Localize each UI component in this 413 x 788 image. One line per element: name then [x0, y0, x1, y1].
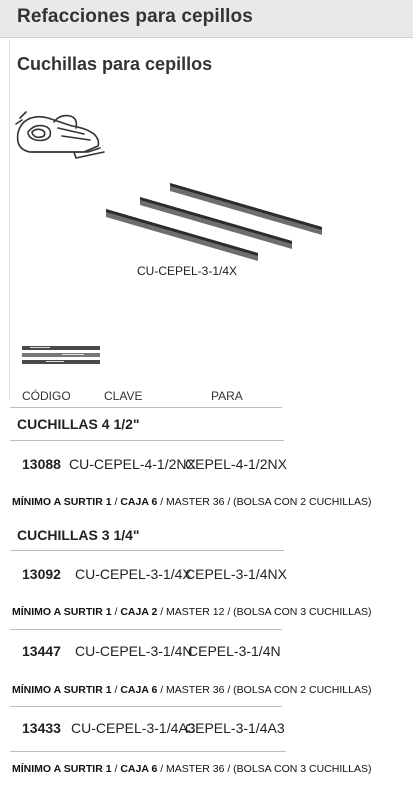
blades-image [100, 177, 330, 262]
note-caja: CAJA 6 [120, 684, 158, 696]
row-codigo: 13433 [22, 720, 61, 736]
table-row [0, 566, 413, 584]
column-header-para: PARA [211, 389, 243, 403]
page-header [0, 0, 413, 38]
left-divider [9, 40, 10, 400]
group-title: CUCHILLAS 4 1/2" [17, 416, 140, 432]
row-codigo: 13092 [22, 566, 61, 582]
row-note: MÍNIMO A SURTIR 1 / CAJA 6 / MASTER 36 / (BOLSA CON 2 CUCHILLAS) [12, 496, 372, 508]
table-row [0, 720, 413, 738]
note-minimo: MÍNIMO A SURTIR 1 [12, 763, 112, 775]
table-row [0, 643, 413, 661]
row-codigo: 13088 [22, 456, 61, 472]
note-rest: / MASTER 36 / (BOLSA CON 2 CUCHILLAS) [160, 496, 372, 508]
row-note: MÍNIMO A SURTIR 1 / CAJA 2 / MASTER 12 / (BOLSA CON 3 CUCHILLAS) [12, 606, 372, 618]
note-minimo: MÍNIMO A SURTIR 1 [12, 684, 112, 696]
row-clave: CU-CEPEL-3-1/4A3 [71, 720, 196, 736]
note-rest: / MASTER 12 / (BOLSA CON 3 CUCHILLAS) [160, 606, 372, 618]
group-title: CUCHILLAS 3 1/4" [17, 527, 140, 543]
row-note: MÍNIMO A SURTIR 1 / CAJA 6 / MASTER 36 / (BOLSA CON 3 CUCHILLAS) [12, 763, 372, 775]
page-title: Refacciones para cepillos [17, 6, 253, 27]
section-title: Cuchillas para cepillos [17, 54, 213, 74]
divider [10, 751, 286, 752]
note-rest: / MASTER 36 / (BOLSA CON 2 CUCHILLAS) [160, 684, 372, 696]
divider [10, 550, 284, 551]
divider [10, 407, 282, 408]
column-header-clave: CLAVE [104, 389, 143, 403]
divider [10, 629, 282, 630]
note-minimo: MÍNIMO A SURTIR 1 [12, 606, 112, 618]
row-note: MÍNIMO A SURTIR 1 / CAJA 6 / MASTER 36 / (BOLSA CON 2 CUCHILLAS) [12, 684, 372, 696]
image-caption: CU-CEPEL-3-1/4X [137, 264, 238, 278]
divider [10, 440, 284, 441]
note-caja: CAJA 6 [120, 763, 158, 775]
note-minimo: MÍNIMO A SURTIR 1 [12, 496, 112, 508]
row-clave: CU-CEPEL-3-1/4N [75, 643, 193, 659]
row-para: CEPEL-3-1/4N [188, 643, 281, 659]
blades-thumbnail [22, 344, 100, 366]
row-clave: CU-CEPEL-4-1/2NX [69, 456, 196, 472]
row-para: CEPEL-3-1/4A3 [185, 720, 285, 736]
note-rest: / MASTER 36 / (BOLSA CON 3 CUCHILLAS) [160, 763, 372, 775]
table-row [0, 456, 413, 474]
planer-icon [14, 108, 106, 160]
note-caja: CAJA 6 [120, 496, 158, 508]
row-para: CEPEL-3-1/4NX [185, 566, 287, 582]
note-caja: CAJA 2 [120, 606, 158, 618]
divider [10, 706, 282, 707]
column-header-codigo: CÓDIGO [22, 389, 71, 403]
row-para: CEPEL-4-1/2NX [185, 456, 287, 472]
row-codigo: 13447 [22, 643, 61, 659]
row-clave: CU-CEPEL-3-1/4X [75, 566, 192, 582]
